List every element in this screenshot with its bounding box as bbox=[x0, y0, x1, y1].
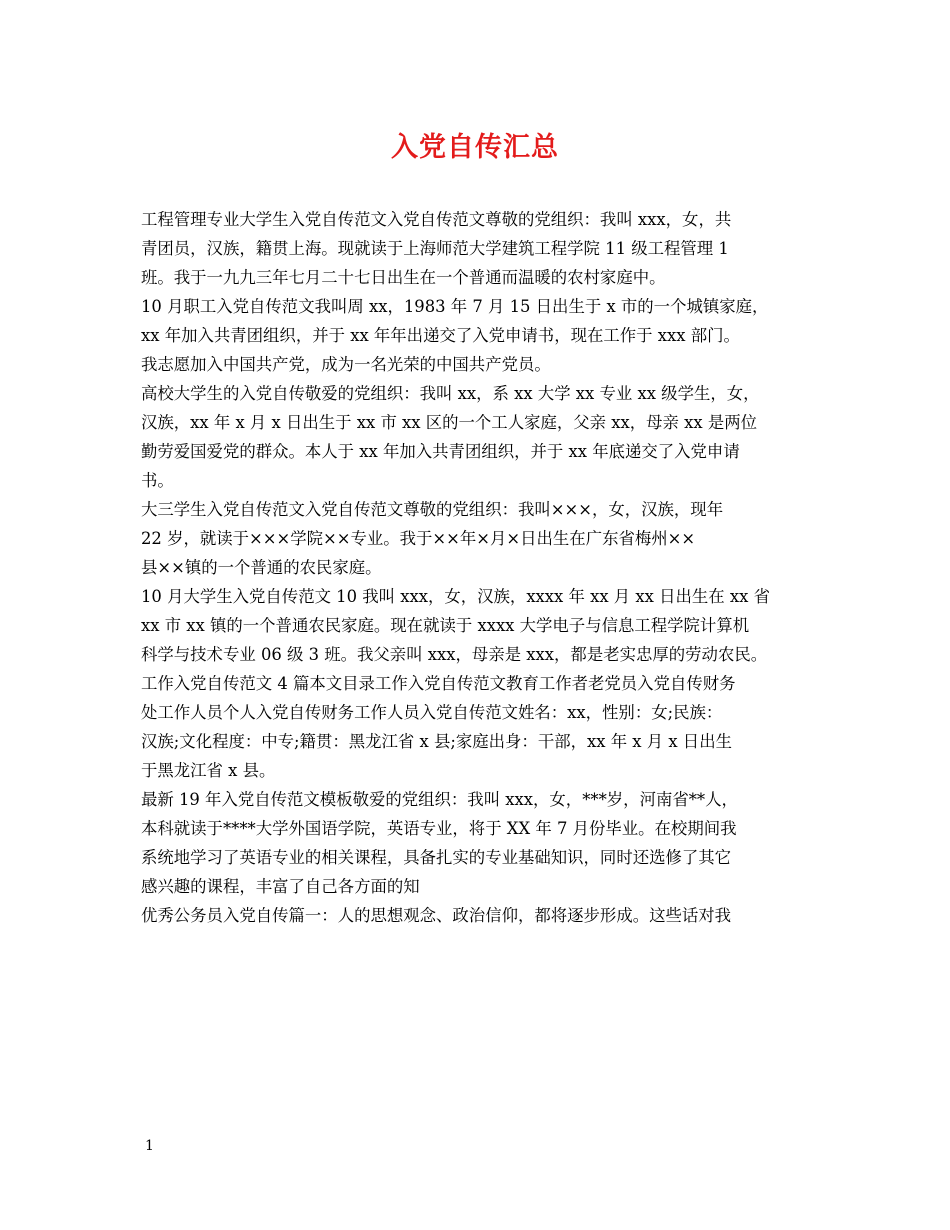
text-line: xx 市 xx 镇的一个普通农民家庭。现在就读于 xxxx 大学电子与信息工程学院计算机 bbox=[141, 616, 750, 635]
text-line: 班。我于一九九三年七月二十七日出生在一个普通而温暖的农村家庭中。 bbox=[141, 268, 666, 287]
text-line: 本科就读于****大学外国语学院，英语专业，将于 XX 年 7 月份毕业。在校期间我 bbox=[141, 819, 737, 838]
text-line: 汉族;文化程度：中专;籍贯：黑龙江省 x 县;家庭出身：干部，xx 年 x 月 x 日出生 bbox=[141, 732, 732, 751]
text-line: 我志愿加入中国共产党，成为一名光荣的中国共产党员。 bbox=[141, 355, 551, 374]
text-line: xx 年加入共青团组织，并于 xx 年年出递交了入党申请书，现在工作于 xxx 部门。 bbox=[141, 326, 740, 345]
text-line: 工作入党自传范文 4 篇本文目录工作入党自传范文教育工作者老党员入党自传财务 bbox=[141, 674, 736, 693]
text-line: 感兴趣的课程，丰富了自己各方面的知 bbox=[141, 877, 420, 896]
text-line: 10 月职工入党自传范文我叫周 xx，1983 年 7 月 15 日出生于 x 市的一个城镇家庭， bbox=[141, 297, 769, 316]
text-line: 于黑龙江省 x 县。 bbox=[141, 761, 276, 780]
document-title: 入党自传汇总 bbox=[391, 132, 559, 163]
text-line: 科学与技术专业 06 级 3 班。我父亲叫 xxx，母亲是 xxx，都是老实忠厚的劳动农民。 bbox=[141, 645, 768, 664]
text-line: 青团员，汉族，籍贯上海。现就读于上海师范大学建筑工程学院 11 级工程管理 1 bbox=[141, 239, 729, 258]
text-line: 大三学生入党自传范文入党自传范文尊敬的党组织：我叫×××，女，汉族，现年 bbox=[141, 500, 724, 519]
text-line: 优秀公务员入党自传篇一：人的思想观念、政治信仰，都将逐步形成。这些话对我 bbox=[141, 906, 732, 925]
text-line: 10 月大学生入党自传范文 10 我叫 xxx，女，汉族，xxxx 年 xx 月 xx 日出生在 xx 省 bbox=[141, 587, 770, 606]
text-line: 系统地学习了英语专业的相关课程，具备扎实的专业基础知识，同时还选修了其它 bbox=[141, 848, 732, 867]
text-line: 汉族，xx 年 x 月 x 日出生于 xx 市 xx 区的一个工人家庭，父亲 xx，母亲 xx 是两位 bbox=[141, 413, 757, 432]
text-line: 高校大学生的入党自传敬爱的党组织：我叫 xx，系 xx 大学 xx 专业 xx 级学生，女， bbox=[141, 384, 760, 403]
text-line: 工程管理专业大学生入党自传范文入党自传范文尊敬的党组织：我叫 xxx，女，共 bbox=[141, 210, 732, 229]
text-line: 书。 bbox=[141, 471, 174, 490]
text-line: 勤劳爱国爱党的群众。本人于 xx 年加入共青团组织，并于 xx 年底递交了入党申请 bbox=[141, 442, 740, 461]
text-line: 县××镇的一个普通的农民家庭。 bbox=[141, 558, 382, 577]
text-line: 最新 19 年入党自传范文模板敬爱的党组织：我叫 xxx，女，***岁，河南省**人， bbox=[141, 790, 738, 809]
text-line: 处工作人员个人入党自传财务工作人员入党自传范文姓名：xx，性别：女;民族： bbox=[141, 703, 723, 722]
document-body bbox=[141, 205, 811, 930]
text-line: 22 岁，就读于×××学院××专业。我于××年×月×日出生在广东省梅州×× bbox=[141, 529, 696, 548]
page-number: 1 bbox=[145, 1138, 154, 1154]
